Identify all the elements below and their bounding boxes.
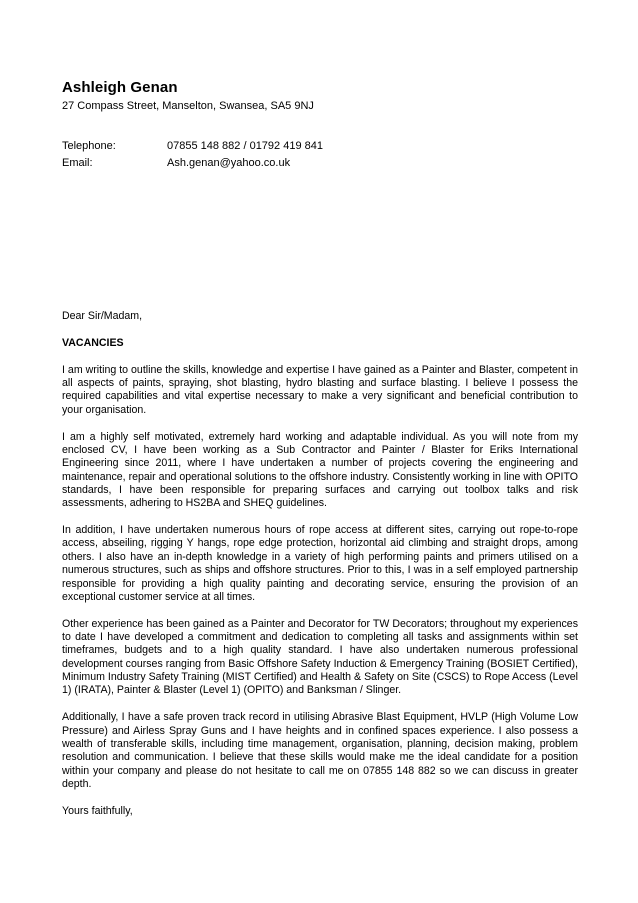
telephone-value: 07855 148 882 / 01792 419 841: [167, 140, 323, 152]
paragraph-intro: I am writing to outline the skills, knowledge and expertise I have gained as a Painter and Blaster, competent in all aspects of paints, spraying, shot blasting, hydro blasting and surface blasting. I believe I possess the required capabilities and vital expertise necessary to make a very significant and beneficial contribution to your organisation.: [62, 363, 578, 416]
paragraph-skills: Additionally, I have a safe proven track record in utilising Abrasive Blast Equipment, HVLP (High Volume Low Pressure) and Airless Spray Guns and I have heights and in confined spaces experience. I also possess a wealth of transferable skills, including time management, organisation, planning, decision making, problem resolution and communication. I believe that these skills would make me the ideal candidate for a position within your company and please do not hesitate to call me on 07855 148 882 so we can discuss in greater depth.: [62, 711, 578, 790]
paragraph-experience: I am a highly self motivated, extremely hard working and adaptable individual. As you will note from my enclosed CV, I have been working as a Sub Contractor and Painter / Blaster for Eriks International Engineering since 2011, where I have undertaken a number of projects covering the engineering and maintenance, repair and operational solutions to the offshore industry. Consistently working in line with OPITO standards, I have been responsible for preparing surfaces and carrying out toolbox talks and risk assessments, adhering to HS2BA and SHEQ guidelines.: [62, 430, 578, 510]
letter-body: [62, 310, 578, 832]
email-value: Ash.genan@yahoo.co.uk: [167, 157, 291, 169]
email-label: Email:: [62, 157, 93, 169]
sender-name: Ashleigh Genan: [62, 79, 178, 96]
telephone-row: [62, 140, 323, 152]
telephone-label: Telephone:: [62, 140, 116, 152]
salutation: Dear Sir/Madam,: [62, 310, 143, 322]
closing: Yours faithfully,: [62, 804, 133, 817]
letter-heading: VACANCIES: [62, 336, 124, 349]
paragraph-rope-access: In addition, I have undertaken numerous hours of rope access at different sites, carrying out rope-to-rope access, abseiling, rigging Y hangs, rope edge protection, horizontal aid climbing and straight drops, among others. I also have an in-depth knowledge in a variety of high performing paints and primers utilised on a numerous structures, such as ships and offshore structures. Prior to this, I was in a self employed partnership responsible for providing a high quality painting and decorating service, ensuring the provision of an exceptional customer service at all times.: [62, 524, 578, 603]
sender-address: 27 Compass Street, Manselton, Swansea, SA5 9NJ: [62, 100, 314, 112]
email-row: [62, 157, 290, 169]
paragraph-training: Other experience has been gained as a Painter and Decorator for TW Decorators; throughout my experiences to date I have developed a commitment and dedication to completing all tasks and assignments within set timeframes, budgets and to a high quality standard. I have also undertaken numerous professional development courses ranging from Basic Offshore Safety Induction & Emergency Training (BOSIET Certified), Minimum Industry Safety Training (MIST Certified) and Health & Safety on Site (CSCS) to Rope Access (Level 1) (IRATA), Painter & Blaster (Level 1) (OPITO) and Banksman / Slinger.: [62, 617, 578, 697]
